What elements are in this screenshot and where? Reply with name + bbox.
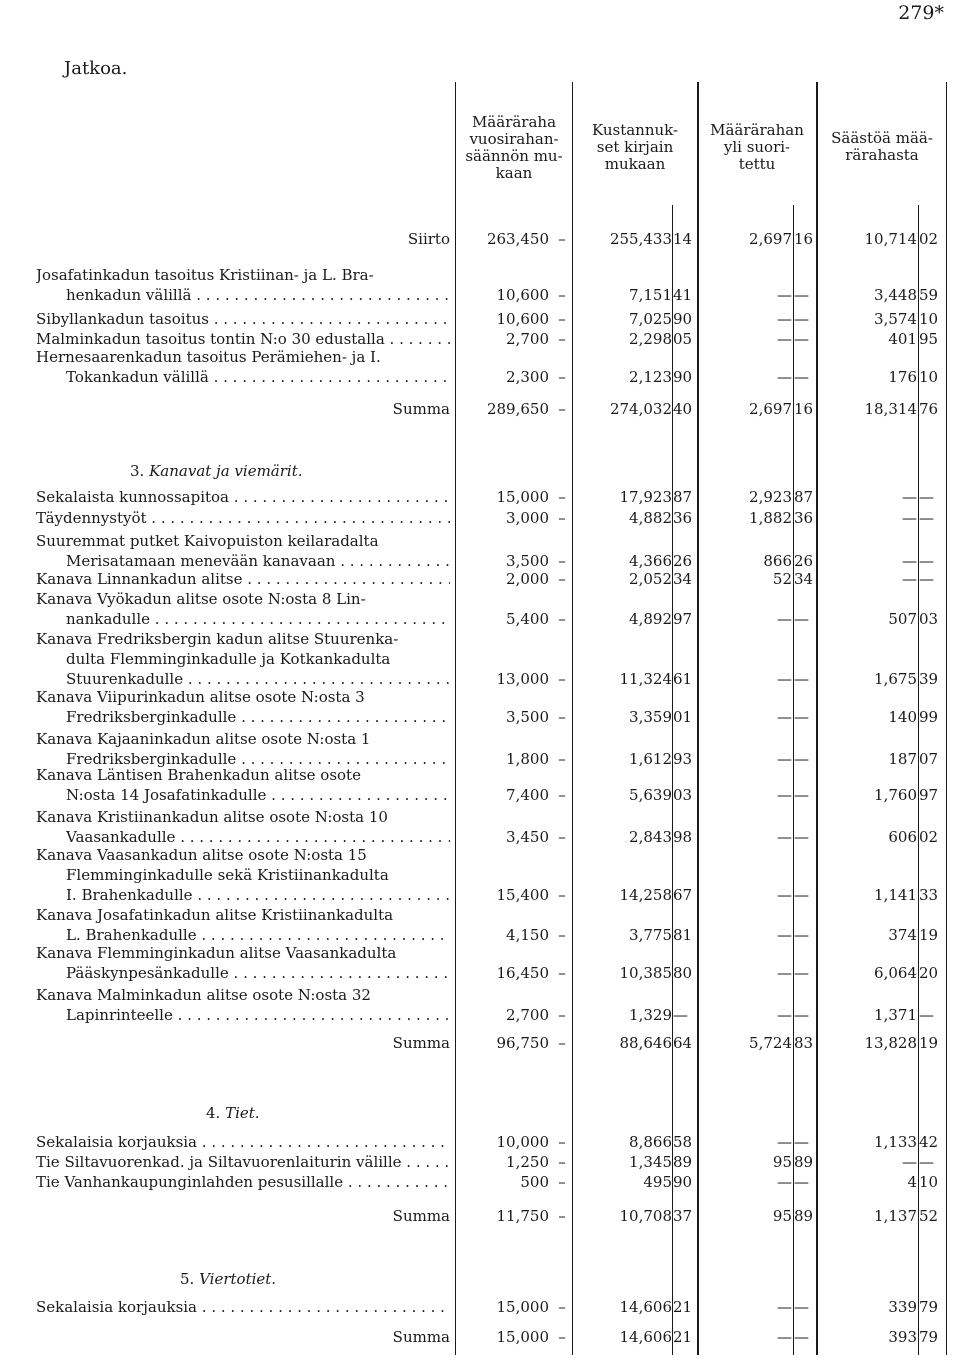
savings-fraction: 59 [919, 286, 939, 304]
savings-fraction: — [919, 1153, 934, 1171]
overrun-fraction: — [794, 1298, 809, 1316]
cost-fraction: 89 [673, 1153, 693, 1171]
overrun-integer: 2,697 [749, 400, 792, 418]
overrun-fraction: — [794, 828, 809, 846]
cost-fraction: 90 [673, 1173, 693, 1191]
cost-fraction: 80 [673, 964, 693, 982]
appropriation-fraction: – [558, 1034, 566, 1052]
savings-fraction: 76 [919, 400, 939, 418]
savings-fraction: 95 [919, 330, 939, 348]
overrun-integer: 2,697 [749, 230, 792, 248]
savings-integer: 4 [907, 1173, 917, 1191]
overrun-fraction: 36 [794, 509, 814, 527]
row-label: Josafatinkadun tasoitus Kristiinan- ja L. Bra- [36, 266, 374, 284]
savings-integer: 3,448 [874, 286, 917, 304]
cost-fraction: 26 [673, 552, 693, 570]
savings-integer: 339 [888, 1298, 917, 1316]
savings-fraction: — [919, 570, 934, 588]
cost-integer: 2,123 [629, 368, 672, 386]
savings-integer: — [902, 509, 917, 527]
row-label: Summa [392, 1207, 450, 1225]
row-label: Suuremmat putket Kaivopuiston keilaradalta [36, 532, 379, 550]
appropriation-fraction: – [558, 610, 566, 628]
overrun-integer: — [777, 886, 792, 904]
row-label: Kanava Kristiinankadun alitse osote N:osta 10 [36, 808, 388, 826]
appropriation-fraction: – [558, 708, 566, 726]
row-label: Stuurenkadulle . . . [66, 670, 450, 688]
savings-fraction: 39 [919, 670, 939, 688]
appropriation-value: 3,500 [506, 552, 549, 570]
savings-fraction: — [919, 488, 934, 506]
section-heading [130, 462, 303, 480]
row-label: Lapinrinteelle . . . [66, 1006, 450, 1024]
row-label: Kanava Vaasankadun alitse osote N:osta 15 [36, 846, 367, 864]
row-label: Kanava Viipurinkadun alitse osote N:osta 3 [36, 688, 365, 706]
row-label: henkadun välillä . . . [66, 286, 450, 304]
header-overrun: Määrärahan yli suori- tettu [710, 121, 804, 173]
appropriation-fraction: – [558, 670, 566, 688]
cost-integer: 14,258 [619, 886, 672, 904]
savings-integer: — [902, 552, 917, 570]
cost-fraction: 21 [673, 1298, 693, 1316]
row-label: Sekalaisia korjauksia . . . [36, 1133, 450, 1151]
appropriation-value: 5,400 [506, 610, 549, 628]
overrun-fraction: — [794, 330, 809, 348]
cost-fraction: 14 [673, 230, 693, 248]
overrun-fraction: — [794, 310, 809, 328]
row-label: Summa [392, 1034, 450, 1052]
appropriation-fraction: – [558, 886, 566, 904]
overrun-integer: — [777, 670, 792, 688]
cost-integer: 10,708 [619, 1207, 672, 1225]
overrun-integer: — [777, 310, 792, 328]
appropriation-value: 3,450 [506, 828, 549, 846]
appropriation-fraction: – [558, 1207, 566, 1225]
savings-integer: 187 [888, 750, 917, 768]
cost-integer: 2,052 [629, 570, 672, 588]
row-label: Summa [392, 400, 450, 418]
savings-fraction: 02 [919, 828, 939, 846]
cost-fraction: 90 [673, 310, 693, 328]
overrun-integer: — [777, 708, 792, 726]
cost-fraction: 87 [673, 488, 693, 506]
row-label: Kanava Malminkadun alitse osote N:osta 32 [36, 986, 371, 1004]
appropriation-fraction: – [558, 926, 566, 944]
appropriation-value: 3,000 [506, 509, 549, 527]
overrun-integer: — [777, 750, 792, 768]
cost-fraction: 05 [673, 330, 693, 348]
appropriation-fraction: – [558, 230, 566, 248]
header-savings: Säästöä mää- rärahasta [831, 129, 933, 164]
overrun-fraction: — [794, 1006, 809, 1024]
row-label: Sekalaista kunnossapitoa . . . [36, 488, 450, 506]
cost-fraction: 03 [673, 786, 693, 804]
section-title: Viertotiet. [199, 1270, 277, 1288]
savings-integer: 1,137 [874, 1207, 917, 1225]
appropriation-fraction: – [558, 964, 566, 982]
overrun-fraction: — [794, 786, 809, 804]
row-label: Kanava Läntisen Brahenkadun alitse osote [36, 766, 361, 784]
section-title: Kanavat ja viemärit. [149, 462, 303, 480]
cost-fraction: 61 [673, 670, 693, 688]
section-number: 4. [206, 1104, 221, 1122]
cost-fraction: 37 [673, 1207, 693, 1225]
appropriation-value: 2,300 [506, 368, 549, 386]
row-label: Siirto [407, 230, 450, 248]
cost-integer: 2,843 [629, 828, 672, 846]
savings-integer: 1,141 [874, 886, 917, 904]
appropriation-fraction: – [558, 1006, 566, 1024]
savings-fraction: 79 [919, 1328, 939, 1346]
cost-fraction: 98 [673, 828, 693, 846]
appropriation-value: 500 [520, 1173, 549, 1191]
cost-fraction: 01 [673, 708, 693, 726]
overrun-integer: — [777, 1006, 792, 1024]
overrun-integer: 1,882 [749, 509, 792, 527]
savings-integer: — [902, 570, 917, 588]
cost-fraction: 93 [673, 750, 693, 768]
cost-fraction: 36 [673, 509, 693, 527]
appropriation-fraction: – [558, 509, 566, 527]
savings-fraction: — [919, 509, 934, 527]
appropriation-fraction: – [558, 1133, 566, 1151]
overrun-fraction: — [794, 750, 809, 768]
overrun-fraction: — [794, 1133, 809, 1151]
appropriation-value: 7,400 [506, 786, 549, 804]
savings-integer: 18,314 [864, 400, 917, 418]
overrun-fraction: 34 [794, 570, 814, 588]
overrun-fraction: 89 [794, 1207, 814, 1225]
savings-integer: 10,714 [864, 230, 917, 248]
overrun-integer: — [777, 828, 792, 846]
savings-integer: 176 [888, 368, 917, 386]
cost-integer: 1,329 [629, 1006, 672, 1024]
column-rule [946, 82, 947, 1355]
savings-fraction: 42 [919, 1133, 939, 1151]
overrun-fraction: 16 [794, 230, 814, 248]
cost-integer: 8,866 [629, 1133, 672, 1151]
row-label: N:osta 14 Josafatinkadulle . . . [66, 786, 450, 804]
cost-fraction: 40 [673, 400, 693, 418]
continuation-label: Jatkoa. [64, 58, 128, 79]
savings-integer: 1,675 [874, 670, 917, 688]
header-appropriation: Määräraha vuosirahan- säännön mu- kaan [465, 113, 563, 182]
overrun-fraction: 26 [794, 552, 814, 570]
savings-fraction: 07 [919, 750, 939, 768]
row-label: dulta Flemminginkadulle ja Kotkankadulta [66, 650, 391, 668]
savings-integer: — [902, 1153, 917, 1171]
overrun-fraction: — [794, 964, 809, 982]
appropriation-value: 2,000 [506, 570, 549, 588]
appropriation-fraction: – [558, 828, 566, 846]
appropriation-value: 15,000 [496, 1328, 549, 1346]
savings-integer: 6,064 [874, 964, 917, 982]
cost-integer: 4,366 [629, 552, 672, 570]
overrun-integer: — [777, 1173, 792, 1191]
cost-integer: 5,639 [629, 786, 672, 804]
appropriation-value: 1,250 [506, 1153, 549, 1171]
savings-fraction: 97 [919, 786, 939, 804]
overrun-integer: 95 [772, 1207, 792, 1225]
appropriation-value: 16,450 [496, 964, 549, 982]
savings-fraction: 10 [919, 368, 939, 386]
appropriation-value: 15,000 [496, 488, 549, 506]
overrun-integer: — [777, 368, 792, 386]
overrun-integer: 95 [772, 1153, 792, 1171]
overrun-integer: — [777, 786, 792, 804]
overrun-integer: 866 [763, 552, 792, 570]
cost-integer: 10,385 [619, 964, 672, 982]
overrun-fraction: — [794, 708, 809, 726]
appropriation-fraction: – [558, 552, 566, 570]
row-label: Kanava Kajaaninkadun alitse osote N:osta 1 [36, 730, 371, 748]
appropriation-fraction: – [558, 488, 566, 506]
overrun-fraction: 16 [794, 400, 814, 418]
cost-fraction: 97 [673, 610, 693, 628]
overrun-fraction: — [794, 886, 809, 904]
row-label: Vaasankadulle . . . [66, 828, 450, 846]
savings-fraction: 02 [919, 230, 939, 248]
savings-fraction: 10 [919, 1173, 939, 1191]
savings-integer: 606 [888, 828, 917, 846]
savings-integer: 1,760 [874, 786, 917, 804]
overrun-fraction: 89 [794, 1153, 814, 1171]
savings-integer: 393 [888, 1328, 917, 1346]
row-label: Malminkadun tasoitus tontin N:o 30 edustalla . . . [36, 330, 450, 348]
cost-fraction: 34 [673, 570, 693, 588]
section-title: Tiet. [225, 1104, 260, 1122]
savings-integer: 374 [888, 926, 917, 944]
savings-integer: 1,371 [874, 1006, 917, 1024]
cost-integer: 17,923 [619, 488, 672, 506]
appropriation-fraction: – [558, 786, 566, 804]
savings-fraction: — [919, 552, 934, 570]
appropriation-value: 10,600 [496, 286, 549, 304]
appropriation-fraction: – [558, 330, 566, 348]
cost-integer: 2,298 [629, 330, 672, 348]
overrun-fraction: 87 [794, 488, 814, 506]
cost-integer: 14,606 [619, 1298, 672, 1316]
row-label: Kanava Flemminginkadun alitse Vaasankadulta [36, 944, 397, 962]
cost-integer: 274,032 [609, 400, 672, 418]
savings-fraction: — [919, 1006, 934, 1024]
overrun-integer: — [777, 1298, 792, 1316]
cost-fraction: 41 [673, 286, 693, 304]
appropriation-fraction: – [558, 1153, 566, 1171]
cost-integer: 1,612 [629, 750, 672, 768]
overrun-integer: — [777, 610, 792, 628]
appropriation-value: 3,500 [506, 708, 549, 726]
section-heading [180, 1270, 276, 1288]
overrun-fraction: — [794, 1328, 809, 1346]
cost-fraction: 64 [673, 1034, 693, 1052]
appropriation-value: 15,400 [496, 886, 549, 904]
savings-fraction: 52 [919, 1207, 939, 1225]
overrun-fraction: — [794, 368, 809, 386]
appropriation-value: 4,150 [506, 926, 549, 944]
cost-integer: 7,151 [629, 286, 672, 304]
overrun-fraction: — [794, 926, 809, 944]
savings-fraction: 19 [919, 926, 939, 944]
cost-integer: 88,646 [619, 1034, 672, 1052]
appropriation-fraction: – [558, 570, 566, 588]
cost-fraction: — [673, 1006, 688, 1024]
appropriation-fraction: – [558, 1173, 566, 1191]
row-label: Kanava Linnankadun alitse . . . [36, 570, 450, 588]
overrun-fraction: 83 [794, 1034, 814, 1052]
appropriation-fraction: – [558, 1328, 566, 1346]
row-label: Fredriksberginkadulle . . . [66, 750, 450, 768]
appropriation-fraction: – [558, 400, 566, 418]
cost-integer: 4,882 [629, 509, 672, 527]
row-label: Hernesaarenkadun tasoitus Perämiehen- ja I. [36, 348, 381, 366]
savings-fraction: 79 [919, 1298, 939, 1316]
row-label: Flemminginkadulle sekä Kristiinankadulta [66, 866, 389, 884]
cost-integer: 255,433 [609, 230, 672, 248]
overrun-integer: — [777, 330, 792, 348]
row-label: Summa [392, 1328, 450, 1346]
overrun-integer: — [777, 964, 792, 982]
header-costs: Kustannuk- set kirjain mukaan [591, 121, 679, 173]
section-number: 5. [180, 1270, 195, 1288]
savings-integer: 140 [888, 708, 917, 726]
row-label: L. Brahenkadulle . . . [66, 926, 450, 944]
appropriation-fraction: – [558, 1298, 566, 1316]
appropriation-fraction: – [558, 310, 566, 328]
appropriation-value: 10,600 [496, 310, 549, 328]
overrun-integer: — [777, 286, 792, 304]
savings-fraction: 10 [919, 310, 939, 328]
page-number: 279* [898, 2, 944, 24]
cost-integer: 3,359 [629, 708, 672, 726]
row-label: Tokankadun välillä . . . [66, 368, 450, 386]
overrun-integer: — [777, 1328, 792, 1346]
cost-integer: 7,025 [629, 310, 672, 328]
overrun-integer: 2,923 [749, 488, 792, 506]
savings-integer: 1,133 [874, 1133, 917, 1151]
savings-fraction: 99 [919, 708, 939, 726]
row-label: Pääskynpesänkadulle . . . [66, 964, 450, 982]
appropriation-value: 11,750 [496, 1207, 549, 1225]
appropriation-value: 263,450 [486, 230, 549, 248]
cost-integer: 3,775 [629, 926, 672, 944]
appropriation-value: 96,750 [496, 1034, 549, 1052]
row-label: Merisatamaan menevään kanavaan . . . [66, 552, 450, 570]
overrun-integer: 52 [772, 570, 792, 588]
overrun-integer: 5,724 [749, 1034, 792, 1052]
cost-fraction: 90 [673, 368, 693, 386]
cost-integer: 14,606 [619, 1328, 672, 1346]
cost-fraction: 21 [673, 1328, 693, 1346]
row-label: Kanava Josafatinkadun alitse Kristiinankadulta [36, 906, 394, 924]
savings-integer: 507 [888, 610, 917, 628]
row-label: Sibyllankadun tasoitus . . . [36, 310, 450, 328]
appropriation-value: 289,650 [486, 400, 549, 418]
savings-integer: 401 [888, 330, 917, 348]
savings-integer: — [902, 488, 917, 506]
overrun-fraction: — [794, 1173, 809, 1191]
savings-fraction: 19 [919, 1034, 939, 1052]
row-label: Tie Siltavuorenkad. ja Siltavuorenlaiturin välille . . . [36, 1153, 450, 1171]
appropriation-fraction: – [558, 750, 566, 768]
cost-integer: 1,345 [629, 1153, 672, 1171]
cost-integer: 4,892 [629, 610, 672, 628]
savings-fraction: 20 [919, 964, 939, 982]
overrun-integer: — [777, 926, 792, 944]
row-label: Tie Vanhankaupunginlahden pesusillalle . . . [36, 1173, 450, 1191]
appropriation-value: 10,000 [496, 1133, 549, 1151]
section-number: 3. [130, 462, 145, 480]
overrun-fraction: — [794, 610, 809, 628]
cost-fraction: 81 [673, 926, 693, 944]
overrun-fraction: — [794, 670, 809, 688]
savings-integer: 13,828 [864, 1034, 917, 1052]
appropriation-fraction: – [558, 368, 566, 386]
savings-fraction: 03 [919, 610, 939, 628]
cost-fraction: 67 [673, 886, 693, 904]
cost-integer: 11,324 [619, 670, 672, 688]
overrun-fraction: — [794, 286, 809, 304]
row-label: Kanava Fredriksbergin kadun alitse Stuurenka- [36, 630, 399, 648]
appropriation-fraction: – [558, 286, 566, 304]
savings-integer: 3,574 [874, 310, 917, 328]
row-label: nankadulle . . . [66, 610, 450, 628]
appropriation-value: 1,800 [506, 750, 549, 768]
section-heading [206, 1104, 260, 1122]
row-label: Sekalaisia korjauksia . . . [36, 1298, 450, 1316]
savings-fraction: 33 [919, 886, 939, 904]
overrun-integer: — [777, 1133, 792, 1151]
row-label: I. Brahenkadulle . . . [66, 886, 450, 904]
cost-fraction: 58 [673, 1133, 693, 1151]
row-label: Täydennystyöt . . . [36, 509, 450, 527]
row-label: Fredriksberginkadulle . . . [66, 708, 450, 726]
appropriation-value: 2,700 [506, 330, 549, 348]
cost-integer: 495 [643, 1173, 672, 1191]
appropriation-value: 15,000 [496, 1298, 549, 1316]
appropriation-value: 13,000 [496, 670, 549, 688]
row-label: Kanava Vyökadun alitse osote N:osta 8 Lin- [36, 590, 366, 608]
appropriation-value: 2,700 [506, 1006, 549, 1024]
